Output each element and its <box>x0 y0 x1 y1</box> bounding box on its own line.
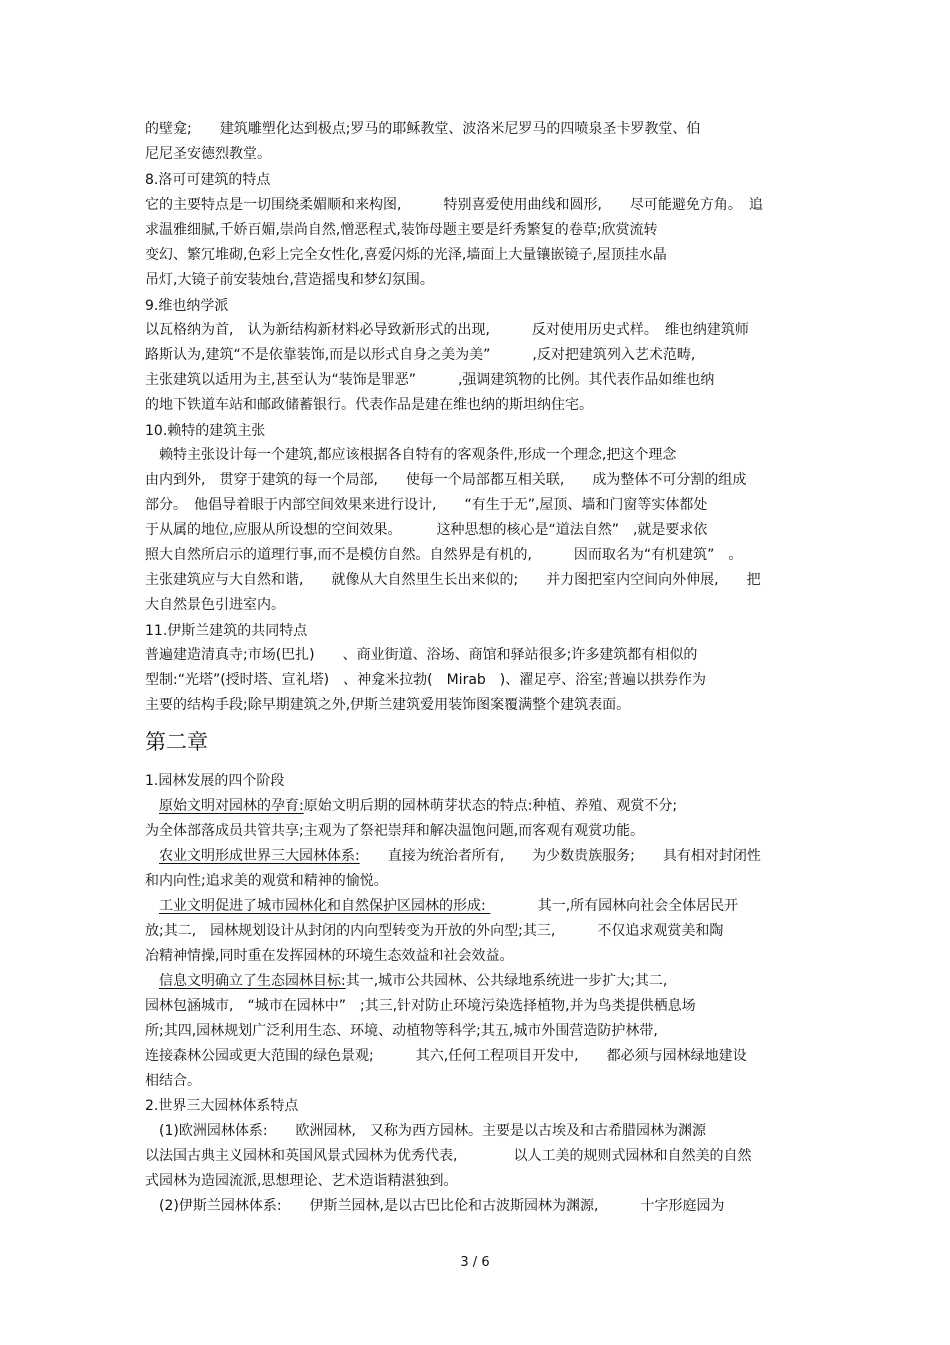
text-line: 冶精神情操,同时重在发挥园林的环境生态效益和社会效益。 <box>145 948 514 964</box>
page-number: 3 / 6 <box>460 1255 490 1270</box>
text-line: 由内到外, 贯穿于建筑的每一个局部, 使每一个局部都互相关联, 成为整体不可分割的组成 <box>145 472 747 488</box>
text-line: 照大自然所启示的道理行事,而不是模仿自然。自然界是有机的, 因而取名为“有机建筑” 。 <box>145 547 743 563</box>
text-line: 和内向性;追求美的观赏和精神的愉悦。 <box>145 873 388 889</box>
text-line: 的壁龛; 建筑雕塑化达到极点;罗马的耶稣教堂、波洛米尼罗马的四喷泉圣卡罗教堂、伯 <box>145 121 701 137</box>
underlined-term: 工业文明促进了城市园林化和自然保护区园林的形成: <box>159 898 486 914</box>
section-heading: 10.赖特的建筑主张 <box>145 423 266 439</box>
text-line: 尼尼圣安德烈教堂。 <box>145 146 271 162</box>
text-line: 的地下铁道车站和邮政储蓄银行。代表作品是建在维也纳的斯坦纳住宅。 <box>145 397 593 413</box>
text-line <box>145 971 667 991</box>
text-line: 求温雅细腻,千娇百媚,崇尚自然,憎恶程式,装饰母题主要是纤秀繁复的卷草;欣赏流转 <box>145 222 658 238</box>
text-line: (1)欧洲园林体系: 欧洲园林, 又称为西方园林。主要是以古埃及和古希腊园林为渊源 <box>145 1123 706 1139</box>
section-heading: 8.洛可可建筑的特点 <box>145 172 271 188</box>
chapter-title: 第二章 <box>145 730 208 754</box>
section-heading: 9.维也纳学派 <box>145 298 229 314</box>
text-line: 路斯认为,建筑“不是依靠装饰,而是以形式自身之美为美” ,反对把建筑列入艺术范畴, <box>145 347 696 363</box>
underlined-term: 信息文明确立了生态园林目标: <box>159 973 346 989</box>
section-heading: 1.园林发展的四个阶段 <box>145 773 285 789</box>
text-line: 所;其四,园林规划广泛利用生态、环境、动植物等科学;其五,城市外围营造防护林带, <box>145 1023 658 1039</box>
text-line <box>145 796 677 816</box>
text-line: (2)伊斯兰园林体系: 伊斯兰园林,是以古巴比伦和古波斯园林为渊源, 十字形庭园为 <box>145 1198 725 1214</box>
text-line: 变幻、繁冗堆砌,色彩上完全女性化,喜爱闪烁的光泽,墙面上大量镶嵌镜子,屋顶挂水晶 <box>145 247 667 263</box>
text-line <box>145 896 738 916</box>
text-line: 相结合。 <box>145 1073 201 1089</box>
text-line: 部分。 他倡导着眼于内部空间效果来进行设计, “有生于无”,屋顶、墙和门窗等实体都处 <box>145 497 708 513</box>
text-line: 主张建筑应与大自然和谐, 就像从大自然里生长出来似的; 并力图把室内空间向外伸展, 把 <box>145 572 761 588</box>
text-line: 普遍建造清真寺;市场(巴扎) 、商业街道、浴场、商馆和驿站很多;许多建筑都有相似的 <box>145 647 698 663</box>
text-line: 放;其二, 园林规划设计从封闭的内向型转变为开放的外向型;其三, 不仅追求观赏美和陶 <box>145 923 724 939</box>
underlined-term: 原始文明对园林的孕育: <box>159 798 304 814</box>
text-line <box>145 846 761 866</box>
text-line: 它的主要特点是一切围绕柔媚顺和来构图, 特别喜爱使用曲线和圆形, 尽可能避免方角。 追 <box>145 197 763 213</box>
section-heading: 11.伊斯兰建筑的共同特点 <box>145 623 308 639</box>
text-line: 主张建筑以适用为主,甚至认为“装饰是罪恶” ,强调建筑物的比例。其代表作品如维也纳 <box>145 372 715 388</box>
text-line: 主要的结构手段;除早期建筑之外,伊斯兰建筑爱用装饰图案覆满整个建筑表面。 <box>145 697 631 713</box>
text-span: 直接为统治者所有, 为少数贵族服务; 具有相对封闭性 <box>373 848 761 864</box>
text-line: 以法国古典主义园林和英国风景式园林为优秀代表, 以人工美的规则式园林和自然美的自然 <box>145 1148 752 1164</box>
text-line: 为全体部落成员共管共享;主观为了祭祀崇拜和解决温饱问题,而客观有观赏功能。 <box>145 823 645 839</box>
text-line: 大自然景色引进室内。 <box>145 597 285 613</box>
text-line: 连接森林公园或更大范围的绿色景观; 其六,任何工程项目开发中, 都必须与园林绿地建设 <box>145 1048 747 1064</box>
text-line: 于从属的地位,应服从所设想的空间效果。 这种思想的核心是“道法自然” ,就是要求依 <box>145 522 708 538</box>
text-line: 型制:“光塔”(授时塔、宣礼塔) 、神龛米拉勃( Mirab )、濯足亭、浴室;普遍以拱券作为 <box>145 672 706 688</box>
text-line: 式园林为造园流派,思想理论、艺术造诣精湛独到。 <box>145 1173 458 1189</box>
text-line: 赖特主张设计每一个建筑,都应该根据各自特有的客观条件,形成一个理念,把这个理念 <box>145 447 677 463</box>
text-span: 其一,所有园林向社会全体居民开 <box>523 898 739 914</box>
text-span: 其一,城市公共园林、公共绿地系统进一步扩大;其二, <box>345 973 668 989</box>
underlined-term: 农业文明形成世界三大园林体系: <box>159 848 360 864</box>
text-span: 原始文明后期的园林萌芽状态的特点:种植、养殖、观赏不分; <box>303 798 678 814</box>
text-line: 以瓦格纳为首, 认为新结构新材料必导致新形式的出现, 反对使用历史式样。 维也纳建筑师 <box>145 322 749 338</box>
text-line: 吊灯,大镜子前安装烛台,营造摇曳和梦幻氛围。 <box>145 272 434 288</box>
text-line: 园林包涵城市, “城市在园林中” ;其三,针对防止环境污染选择植物,并为鸟类提供栖息场 <box>145 998 696 1014</box>
section-heading: 2.世界三大园林体系特点 <box>145 1098 299 1114</box>
